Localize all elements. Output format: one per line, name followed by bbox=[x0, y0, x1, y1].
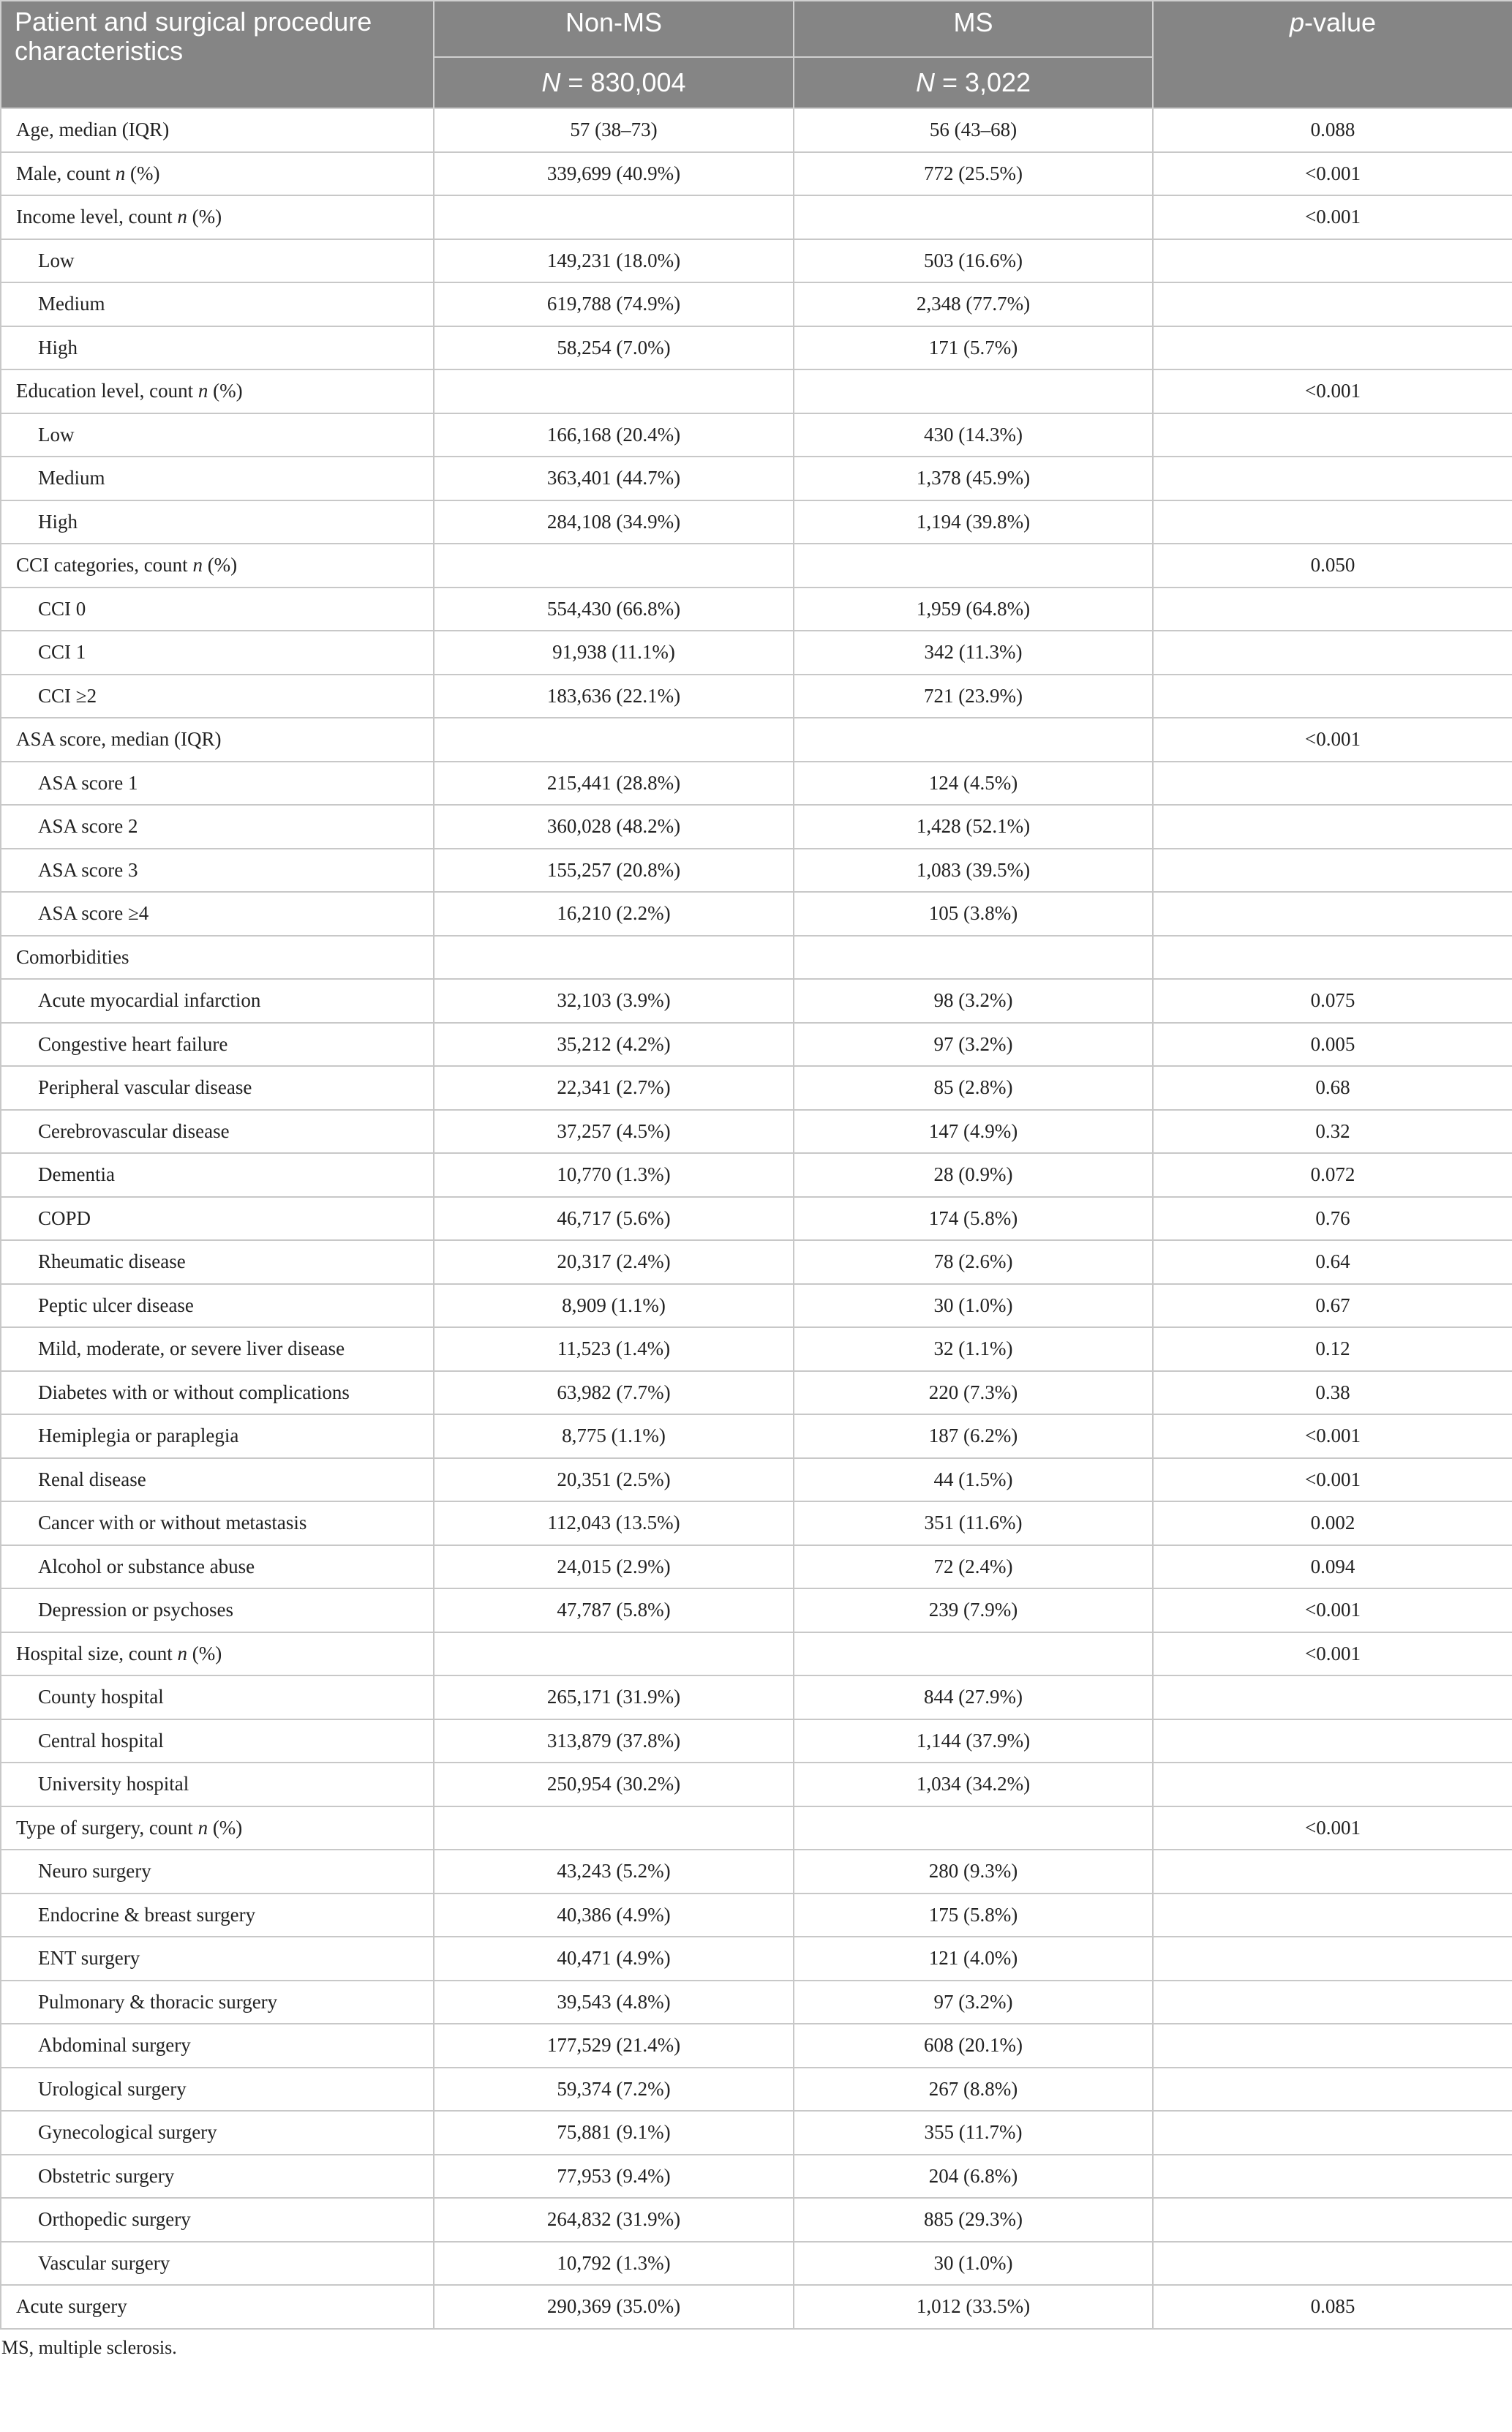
ms-value: 175 (5.8%) bbox=[794, 1894, 1153, 1937]
row-label: Urological surgery bbox=[1, 2068, 434, 2112]
ms-value: 98 (3.2%) bbox=[794, 979, 1153, 1023]
row-label: ASA score 1 bbox=[1, 762, 434, 806]
table-row bbox=[1, 2155, 1512, 2199]
non-ms-value: 20,351 (2.5%) bbox=[434, 1458, 794, 1502]
p-value bbox=[1153, 239, 1512, 283]
table-row bbox=[1, 675, 1512, 718]
p-value: <0.001 bbox=[1153, 1588, 1512, 1632]
non-ms-value: 8,775 (1.1%) bbox=[434, 1414, 794, 1458]
table-row bbox=[1, 936, 1512, 980]
row-label: Acute myocardial infarction bbox=[1, 979, 434, 1023]
row-label: Comorbidities bbox=[1, 936, 434, 980]
ms-value: 503 (16.6%) bbox=[794, 239, 1153, 283]
p-value bbox=[1153, 892, 1512, 936]
row-label: COPD bbox=[1, 1197, 434, 1241]
non-ms-value bbox=[434, 544, 794, 588]
table-row bbox=[1, 1458, 1512, 1502]
p-value: <0.001 bbox=[1153, 1632, 1512, 1676]
non-ms-value bbox=[434, 195, 794, 239]
ms-value: 85 (2.8%) bbox=[794, 1066, 1153, 1110]
table-row bbox=[1, 2285, 1512, 2329]
row-label: Income level, count n (%) bbox=[1, 195, 434, 239]
ms-value: 1,012 (33.5%) bbox=[794, 2285, 1153, 2329]
p-value: 0.094 bbox=[1153, 1545, 1512, 1589]
non-ms-value: 339,699 (40.9%) bbox=[434, 152, 794, 196]
row-label: ASA score ≥4 bbox=[1, 892, 434, 936]
table-row bbox=[1, 1501, 1512, 1545]
p-value: 0.68 bbox=[1153, 1066, 1512, 1110]
ms-value: 267 (8.8%) bbox=[794, 2068, 1153, 2112]
non-ms-value: 91,938 (11.1%) bbox=[434, 631, 794, 675]
row-label: CCI ≥2 bbox=[1, 675, 434, 718]
table-row bbox=[1, 1675, 1512, 1719]
non-ms-value bbox=[434, 369, 794, 413]
p-value: <0.001 bbox=[1153, 195, 1512, 239]
p-value bbox=[1153, 326, 1512, 370]
non-ms-value: 149,231 (18.0%) bbox=[434, 239, 794, 283]
table-row bbox=[1, 326, 1512, 370]
non-ms-value: 20,317 (2.4%) bbox=[434, 1240, 794, 1284]
non-ms-value: 63,982 (7.7%) bbox=[434, 1371, 794, 1415]
non-ms-value: 10,770 (1.3%) bbox=[434, 1153, 794, 1197]
non-ms-value: 37,257 (4.5%) bbox=[434, 1110, 794, 1154]
table-row bbox=[1, 1284, 1512, 1328]
table-row bbox=[1, 1153, 1512, 1197]
ms-value: 1,083 (39.5%) bbox=[794, 849, 1153, 893]
ms-value: 280 (9.3%) bbox=[794, 1850, 1153, 1894]
table-row bbox=[1, 195, 1512, 239]
non-ms-value: 363,401 (44.7%) bbox=[434, 457, 794, 500]
non-ms-value: 183,636 (22.1%) bbox=[434, 675, 794, 718]
row-label: Renal disease bbox=[1, 1458, 434, 1502]
table-row bbox=[1, 2242, 1512, 2286]
p-value bbox=[1153, 588, 1512, 631]
header-ms: MS bbox=[794, 1, 1153, 57]
table-row bbox=[1, 1327, 1512, 1371]
table-row bbox=[1, 152, 1512, 196]
non-ms-value: 264,832 (31.9%) bbox=[434, 2198, 794, 2242]
row-label: Vascular surgery bbox=[1, 2242, 434, 2286]
p-value: 0.38 bbox=[1153, 1371, 1512, 1415]
p-value bbox=[1153, 805, 1512, 849]
non-ms-value: 40,471 (4.9%) bbox=[434, 1937, 794, 1981]
non-ms-value: 313,879 (37.8%) bbox=[434, 1719, 794, 1763]
row-label: CCI 1 bbox=[1, 631, 434, 675]
table-row bbox=[1, 1588, 1512, 1632]
ms-value: 1,034 (34.2%) bbox=[794, 1763, 1153, 1806]
non-ms-value: 8,909 (1.1%) bbox=[434, 1284, 794, 1328]
non-ms-value: 290,369 (35.0%) bbox=[434, 2285, 794, 2329]
non-ms-value: 360,028 (48.2%) bbox=[434, 805, 794, 849]
table-row bbox=[1, 1414, 1512, 1458]
p-value bbox=[1153, 675, 1512, 718]
ms-value: 204 (6.8%) bbox=[794, 2155, 1153, 2199]
table-row bbox=[1, 1023, 1512, 1067]
row-label: Type of surgery, count n (%) bbox=[1, 1806, 434, 1850]
p-value: 0.075 bbox=[1153, 979, 1512, 1023]
row-label: Gynecological surgery bbox=[1, 2111, 434, 2155]
header-non-ms: Non-MS bbox=[434, 1, 794, 57]
p-value: 0.088 bbox=[1153, 108, 1512, 152]
row-label: Central hospital bbox=[1, 1719, 434, 1763]
table-row bbox=[1, 413, 1512, 457]
p-value bbox=[1153, 282, 1512, 326]
ms-value: 342 (11.3%) bbox=[794, 631, 1153, 675]
p-value bbox=[1153, 2111, 1512, 2155]
table-row bbox=[1, 1894, 1512, 1937]
ms-value: 1,194 (39.8%) bbox=[794, 500, 1153, 544]
table-row bbox=[1, 762, 1512, 806]
row-label: Peripheral vascular disease bbox=[1, 1066, 434, 1110]
table-row bbox=[1, 1632, 1512, 1676]
non-ms-value: 43,243 (5.2%) bbox=[434, 1850, 794, 1894]
p-value bbox=[1153, 413, 1512, 457]
ms-value: 121 (4.0%) bbox=[794, 1937, 1153, 1981]
table-row bbox=[1, 631, 1512, 675]
non-ms-value: 22,341 (2.7%) bbox=[434, 1066, 794, 1110]
table-row bbox=[1, 1850, 1512, 1894]
non-ms-value: 39,543 (4.8%) bbox=[434, 1981, 794, 2024]
row-label: Low bbox=[1, 239, 434, 283]
ms-value bbox=[794, 936, 1153, 980]
non-ms-value: 75,881 (9.1%) bbox=[434, 2111, 794, 2155]
ms-value: 72 (2.4%) bbox=[794, 1545, 1153, 1589]
ms-value: 239 (7.9%) bbox=[794, 1588, 1153, 1632]
ms-value: 355 (11.7%) bbox=[794, 2111, 1153, 2155]
non-ms-value: 32,103 (3.9%) bbox=[434, 979, 794, 1023]
ms-value bbox=[794, 1806, 1153, 1850]
row-label: Medium bbox=[1, 457, 434, 500]
table-row bbox=[1, 1719, 1512, 1763]
header-p-value: p-value bbox=[1153, 1, 1512, 108]
row-label: Education level, count n (%) bbox=[1, 369, 434, 413]
p-value bbox=[1153, 849, 1512, 893]
ms-value bbox=[794, 718, 1153, 762]
p-value bbox=[1153, 936, 1512, 980]
non-ms-value: 619,788 (74.9%) bbox=[434, 282, 794, 326]
ms-value: 885 (29.3%) bbox=[794, 2198, 1153, 2242]
p-value bbox=[1153, 2242, 1512, 2286]
ms-value: 147 (4.9%) bbox=[794, 1110, 1153, 1154]
p-value bbox=[1153, 1675, 1512, 1719]
row-label: CCI 0 bbox=[1, 588, 434, 631]
row-label: ENT surgery bbox=[1, 1937, 434, 1981]
non-ms-value: 40,386 (4.9%) bbox=[434, 1894, 794, 1937]
non-ms-value bbox=[434, 1806, 794, 1850]
ms-value bbox=[794, 544, 1153, 588]
p-value bbox=[1153, 2198, 1512, 2242]
p-value: 0.32 bbox=[1153, 1110, 1512, 1154]
p-value: <0.001 bbox=[1153, 1806, 1512, 1850]
table-row bbox=[1, 1240, 1512, 1284]
row-label: Alcohol or substance abuse bbox=[1, 1545, 434, 1589]
row-label: Pulmonary & thoracic surgery bbox=[1, 1981, 434, 2024]
ms-value: 97 (3.2%) bbox=[794, 1981, 1153, 2024]
non-ms-value: 47,787 (5.8%) bbox=[434, 1588, 794, 1632]
row-label: Orthopedic surgery bbox=[1, 2198, 434, 2242]
row-label: CCI categories, count n (%) bbox=[1, 544, 434, 588]
table-row bbox=[1, 2024, 1512, 2068]
p-value: <0.001 bbox=[1153, 1414, 1512, 1458]
p-value: 0.050 bbox=[1153, 544, 1512, 588]
ms-value: 721 (23.9%) bbox=[794, 675, 1153, 718]
table-row bbox=[1, 1763, 1512, 1806]
table-body bbox=[1, 108, 1512, 2329]
ms-value: 430 (14.3%) bbox=[794, 413, 1153, 457]
non-ms-value: 46,717 (5.6%) bbox=[434, 1197, 794, 1241]
row-label: Male, count n (%) bbox=[1, 152, 434, 196]
non-ms-value bbox=[434, 718, 794, 762]
non-ms-value: 10,792 (1.3%) bbox=[434, 2242, 794, 2286]
table-row bbox=[1, 1806, 1512, 1850]
non-ms-value: 57 (38–73) bbox=[434, 108, 794, 152]
ms-value: 124 (4.5%) bbox=[794, 762, 1153, 806]
row-label: ASA score 2 bbox=[1, 805, 434, 849]
p-value: 0.002 bbox=[1153, 1501, 1512, 1545]
ms-value: 1,428 (52.1%) bbox=[794, 805, 1153, 849]
ms-value: 1,144 (37.9%) bbox=[794, 1719, 1153, 1763]
header-ms-n: N = 3,022 bbox=[794, 57, 1153, 108]
row-label: ASA score 3 bbox=[1, 849, 434, 893]
p-value: 0.67 bbox=[1153, 1284, 1512, 1328]
non-ms-value bbox=[434, 936, 794, 980]
p-value: 0.64 bbox=[1153, 1240, 1512, 1284]
ms-value: 78 (2.6%) bbox=[794, 1240, 1153, 1284]
p-value bbox=[1153, 500, 1512, 544]
ms-value: 28 (0.9%) bbox=[794, 1153, 1153, 1197]
table-row bbox=[1, 1197, 1512, 1241]
row-label: Peptic ulcer disease bbox=[1, 1284, 434, 1328]
row-label: Diabetes with or without complications bbox=[1, 1371, 434, 1415]
p-value bbox=[1153, 1763, 1512, 1806]
non-ms-value bbox=[434, 1632, 794, 1676]
table-row bbox=[1, 1371, 1512, 1415]
p-value: <0.001 bbox=[1153, 1458, 1512, 1502]
table-row bbox=[1, 457, 1512, 500]
table-row bbox=[1, 805, 1512, 849]
p-value: 0.12 bbox=[1153, 1327, 1512, 1371]
p-value bbox=[1153, 762, 1512, 806]
header-non-ms-n: N = 830,004 bbox=[434, 57, 794, 108]
p-value: 0.072 bbox=[1153, 1153, 1512, 1197]
ms-value: 2,348 (77.7%) bbox=[794, 282, 1153, 326]
table-row bbox=[1, 282, 1512, 326]
ms-value: 844 (27.9%) bbox=[794, 1675, 1153, 1719]
p-value: 0.76 bbox=[1153, 1197, 1512, 1241]
non-ms-value: 215,441 (28.8%) bbox=[434, 762, 794, 806]
ms-value: 772 (25.5%) bbox=[794, 152, 1153, 196]
table-row bbox=[1, 1981, 1512, 2024]
ms-value bbox=[794, 1632, 1153, 1676]
row-label: High bbox=[1, 500, 434, 544]
table-row bbox=[1, 2111, 1512, 2155]
row-label: Medium bbox=[1, 282, 434, 326]
p-value bbox=[1153, 1894, 1512, 1937]
row-label: Endocrine & breast surgery bbox=[1, 1894, 434, 1937]
row-label: Low bbox=[1, 413, 434, 457]
row-label: ASA score, median (IQR) bbox=[1, 718, 434, 762]
table-row bbox=[1, 108, 1512, 152]
row-label: Depression or psychoses bbox=[1, 1588, 434, 1632]
ms-value: 30 (1.0%) bbox=[794, 2242, 1153, 2286]
non-ms-value: 35,212 (4.2%) bbox=[434, 1023, 794, 1067]
table-row bbox=[1, 2198, 1512, 2242]
non-ms-value: 112,043 (13.5%) bbox=[434, 1501, 794, 1545]
p-value bbox=[1153, 1850, 1512, 1894]
p-value: 0.085 bbox=[1153, 2285, 1512, 2329]
non-ms-value: 59,374 (7.2%) bbox=[434, 2068, 794, 2112]
table-row bbox=[1, 544, 1512, 588]
ms-value: 97 (3.2%) bbox=[794, 1023, 1153, 1067]
table-row bbox=[1, 2068, 1512, 2112]
p-value bbox=[1153, 1981, 1512, 2024]
row-label: Neuro surgery bbox=[1, 1850, 434, 1894]
ms-value: 32 (1.1%) bbox=[794, 1327, 1153, 1371]
row-label: Dementia bbox=[1, 1153, 434, 1197]
p-value: <0.001 bbox=[1153, 152, 1512, 196]
non-ms-value: 284,108 (34.9%) bbox=[434, 500, 794, 544]
table-row bbox=[1, 500, 1512, 544]
row-label: Age, median (IQR) bbox=[1, 108, 434, 152]
row-label: Mild, moderate, or severe liver disease bbox=[1, 1327, 434, 1371]
row-label: University hospital bbox=[1, 1763, 434, 1806]
non-ms-value: 166,168 (20.4%) bbox=[434, 413, 794, 457]
non-ms-value: 77,953 (9.4%) bbox=[434, 2155, 794, 2199]
ms-value: 351 (11.6%) bbox=[794, 1501, 1153, 1545]
table-row bbox=[1, 1110, 1512, 1154]
ms-value: 30 (1.0%) bbox=[794, 1284, 1153, 1328]
row-label: High bbox=[1, 326, 434, 370]
table-row bbox=[1, 239, 1512, 283]
p-value bbox=[1153, 2024, 1512, 2068]
row-label: Hemiplegia or paraplegia bbox=[1, 1414, 434, 1458]
row-label: Congestive heart failure bbox=[1, 1023, 434, 1067]
ms-value bbox=[794, 369, 1153, 413]
non-ms-value: 554,430 (66.8%) bbox=[434, 588, 794, 631]
row-label: County hospital bbox=[1, 1675, 434, 1719]
ms-value: 1,378 (45.9%) bbox=[794, 457, 1153, 500]
p-value bbox=[1153, 2068, 1512, 2112]
p-value: 0.005 bbox=[1153, 1023, 1512, 1067]
p-value: <0.001 bbox=[1153, 369, 1512, 413]
row-label: Rheumatic disease bbox=[1, 1240, 434, 1284]
non-ms-value: 155,257 (20.8%) bbox=[434, 849, 794, 893]
ms-value: 171 (5.7%) bbox=[794, 326, 1153, 370]
header-characteristics: Patient and surgical procedure characteristics bbox=[1, 1, 434, 108]
p-value bbox=[1153, 631, 1512, 675]
ms-value: 1,959 (64.8%) bbox=[794, 588, 1153, 631]
table-header bbox=[1, 1, 1512, 108]
non-ms-value: 16,210 (2.2%) bbox=[434, 892, 794, 936]
table-footnote: MS, multiple sclerosis. bbox=[1, 2336, 177, 2358]
table-row bbox=[1, 1937, 1512, 1981]
table-row bbox=[1, 588, 1512, 631]
non-ms-value: 250,954 (30.2%) bbox=[434, 1763, 794, 1806]
non-ms-value: 11,523 (1.4%) bbox=[434, 1327, 794, 1371]
non-ms-value: 24,015 (2.9%) bbox=[434, 1545, 794, 1589]
table-row bbox=[1, 849, 1512, 893]
table-row bbox=[1, 979, 1512, 1023]
ms-value: 56 (43–68) bbox=[794, 108, 1153, 152]
p-value bbox=[1153, 457, 1512, 500]
non-ms-value: 58,254 (7.0%) bbox=[434, 326, 794, 370]
ms-value bbox=[794, 195, 1153, 239]
ms-value: 187 (6.2%) bbox=[794, 1414, 1153, 1458]
non-ms-value: 177,529 (21.4%) bbox=[434, 2024, 794, 2068]
p-value bbox=[1153, 1937, 1512, 1981]
row-label: Cerebrovascular disease bbox=[1, 1110, 434, 1154]
table-row bbox=[1, 1545, 1512, 1589]
table-row bbox=[1, 369, 1512, 413]
row-label: Acute surgery bbox=[1, 2285, 434, 2329]
p-value bbox=[1153, 1719, 1512, 1763]
row-label: Abdominal surgery bbox=[1, 2024, 434, 2068]
p-value bbox=[1153, 2155, 1512, 2199]
p-value: <0.001 bbox=[1153, 718, 1512, 762]
table-row bbox=[1, 718, 1512, 762]
row-label: Hospital size, count n (%) bbox=[1, 1632, 434, 1676]
ms-value: 174 (5.8%) bbox=[794, 1197, 1153, 1241]
ms-value: 44 (1.5%) bbox=[794, 1458, 1153, 1502]
ms-value: 220 (7.3%) bbox=[794, 1371, 1153, 1415]
row-label: Obstetric surgery bbox=[1, 2155, 434, 2199]
ms-value: 105 (3.8%) bbox=[794, 892, 1153, 936]
non-ms-value: 265,171 (31.9%) bbox=[434, 1675, 794, 1719]
table-row bbox=[1, 892, 1512, 936]
table-row bbox=[1, 1066, 1512, 1110]
ms-value: 608 (20.1%) bbox=[794, 2024, 1153, 2068]
row-label: Cancer with or without metastasis bbox=[1, 1501, 434, 1545]
